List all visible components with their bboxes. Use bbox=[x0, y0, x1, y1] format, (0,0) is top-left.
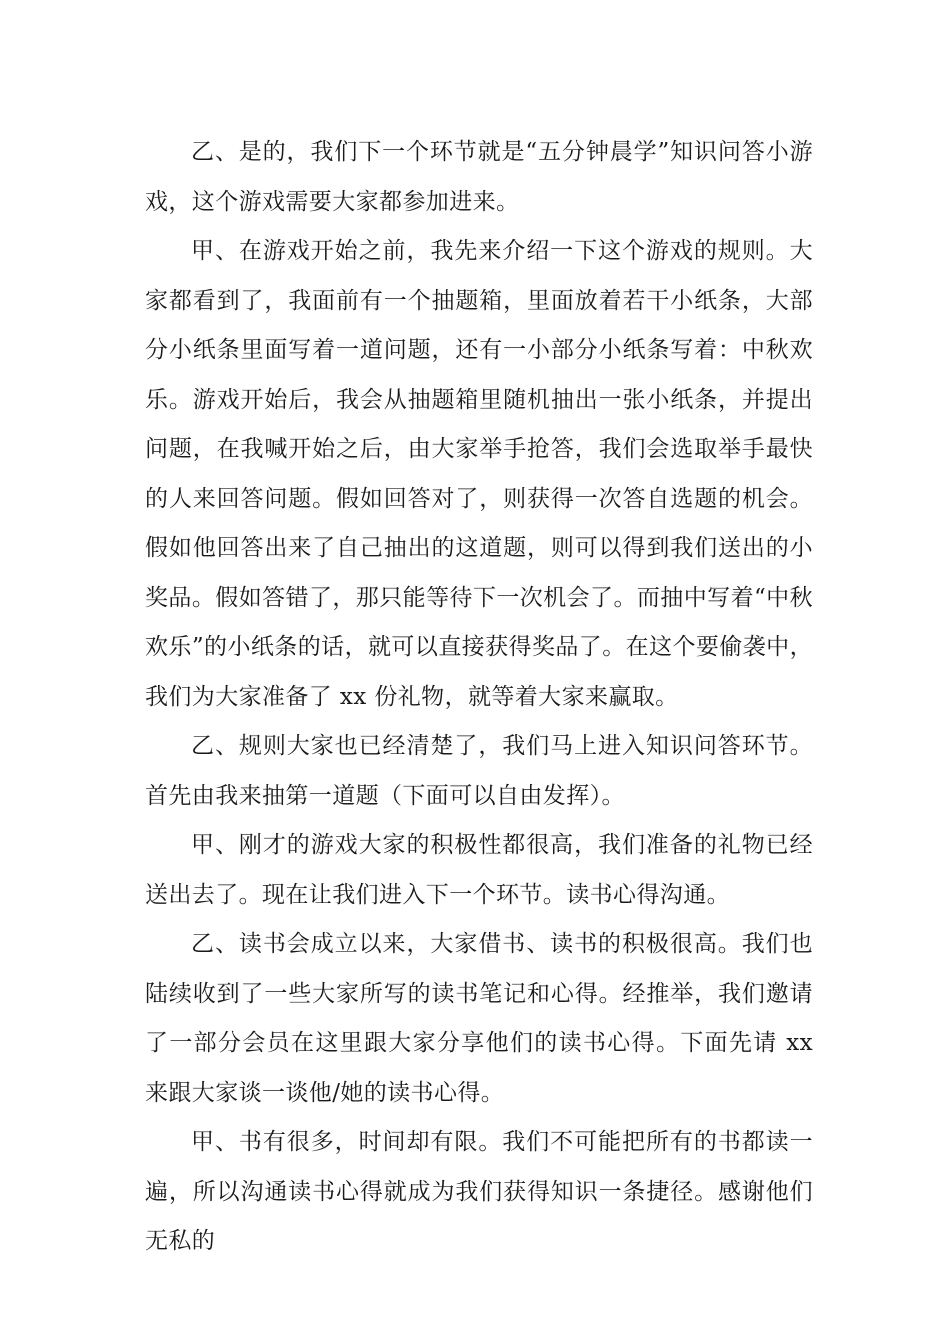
paragraph: 乙、是的，我们下一个环节就是“五分钟晨学”知识问答小游戏，这个游戏需要大家都参加进来。 bbox=[145, 139, 813, 215]
document-body bbox=[145, 128, 813, 1267]
paragraph: 乙、读书会成立以来，大家借书、读书的积极很高。我们也陆续收到了一些大家所写的读书笔记和心得。经推举，我们邀请了一部分会员在这里跟大家分享他们的读书心得。下面先请 xx 来跟大家谈一谈他/她的读书心得。 bbox=[145, 931, 813, 1106]
paragraph: 甲、书有很多，时间却有限。我们不可能把所有的书都读一遍，所以沟通读书心得就成为我们获得知识一条捷径。感谢他们无私的 bbox=[145, 1129, 813, 1254]
paragraph: 甲、刚才的游戏大家的积极性都很高，我们准备的礼物已经送出去了。现在让我们进入下一个环节。读书心得沟通。 bbox=[145, 832, 813, 908]
paragraph: 乙、规则大家也已经清楚了，我们马上进入知识问答环节。首先由我来抽第一道题（下面可以自由发挥）。 bbox=[145, 733, 813, 809]
paragraph: 甲、在游戏开始之前，我先来介绍一下这个游戏的规则。大家都看到了，我面前有一个抽题箱，里面放着若干小纸条，大部分小纸条里面写着一道问题，还有一小部分小纸条写着：中秋欢乐。游戏开始后，我会从抽题箱里随机抽出一张小纸条，并提出问题，在我喊开始之后，由大家举手抢答，我们会选取举手最快的人来回答问题。假如回答对了，则获得一次答自选题的机会。假如他回答出来了自己抽出的这道题，则可以得到我们送出的小奖品。假如答错了，那只能等待下一次机会了。而抽中写着“中秋欢乐”的小纸条的话，就可以直接获得奖品了。在这个要偷袭中，我们为大家准备了 xx 份礼物，就等着大家来赢取。 bbox=[145, 238, 813, 710]
